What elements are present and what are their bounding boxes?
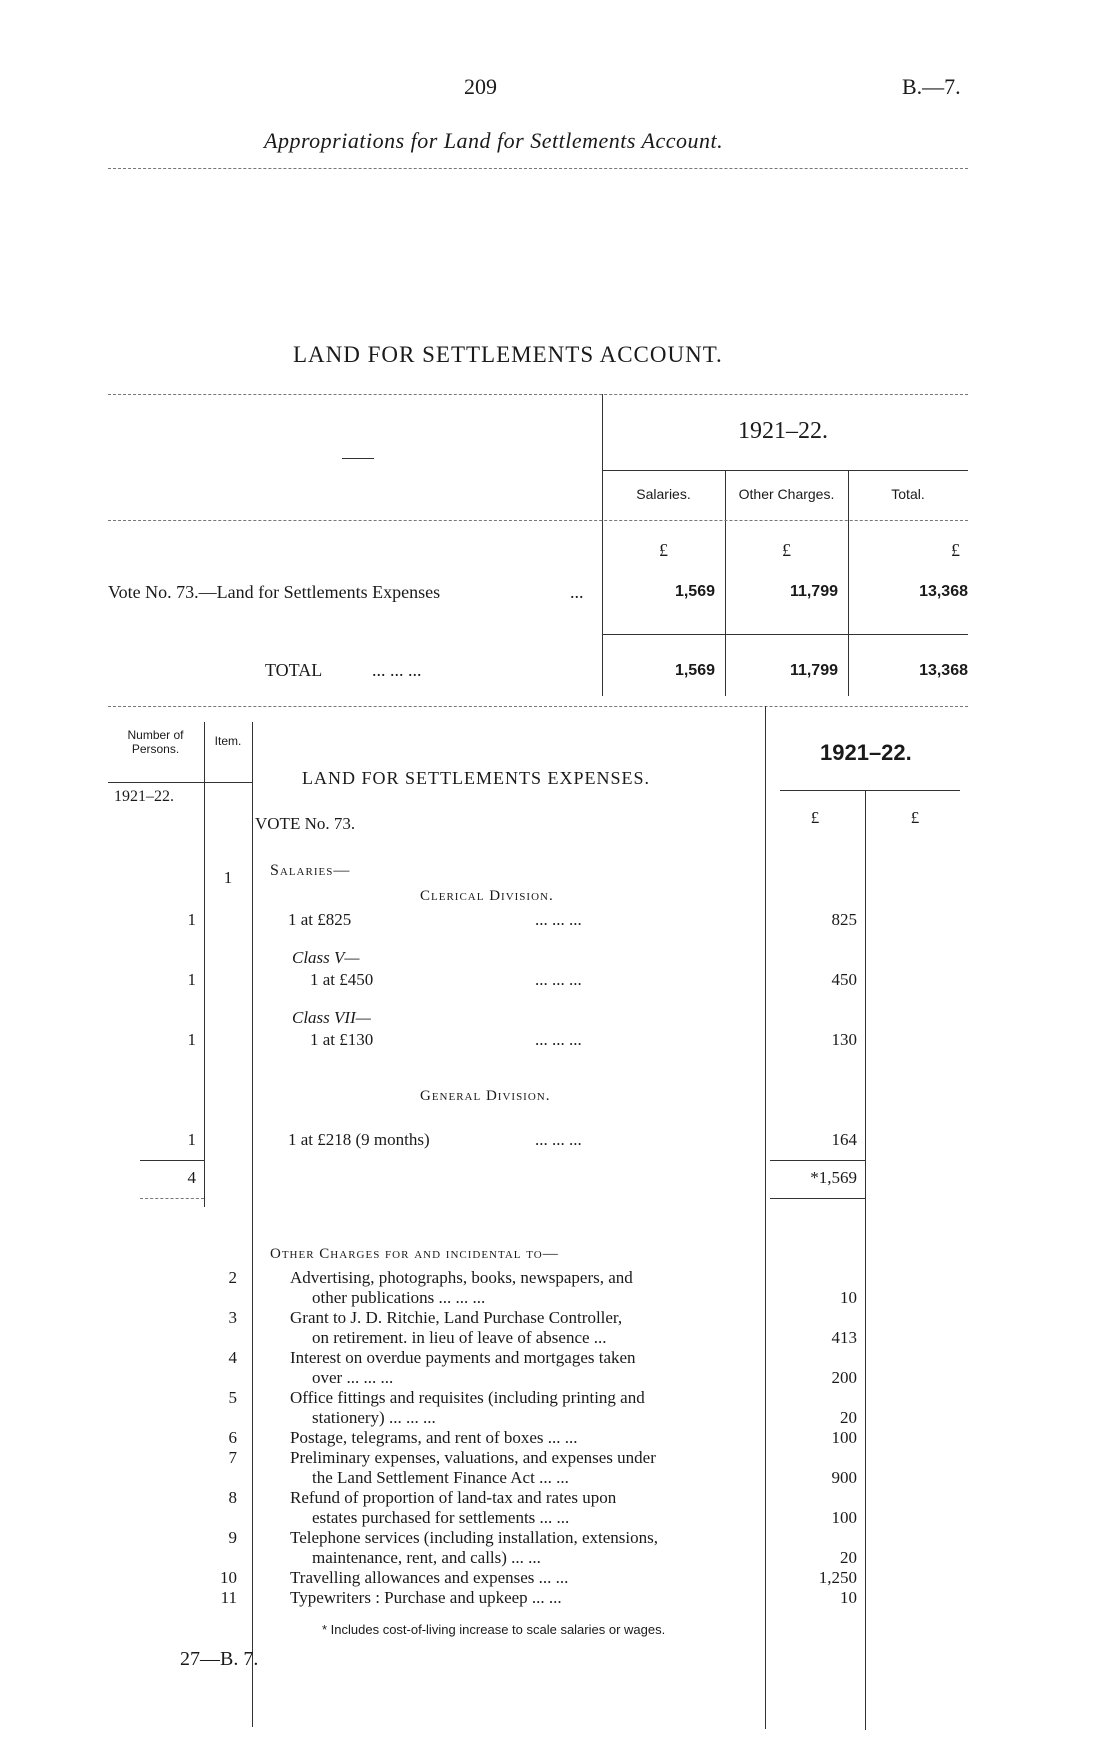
document-reference: B.—7. [902, 74, 961, 99]
summary-col-other: Other Charges. [738, 486, 835, 502]
detail-year: 1921–22. [820, 740, 912, 765]
summary-year: 1921–22. [738, 418, 828, 444]
other-item-number: 7 [228, 1448, 237, 1467]
item-divider [252, 722, 253, 1727]
summary-currency-other: £ [782, 540, 791, 560]
other-item-text: Interest on overdue payments and mortgages taken [290, 1348, 636, 1367]
vote-salaries: 1,569 [674, 583, 715, 600]
persons-head-rule [108, 782, 252, 783]
amount-mid-divider [865, 790, 866, 1730]
other-item-number: 4 [228, 1348, 237, 1367]
other-item-text: Travelling allowances and expenses ... ... [290, 1568, 569, 1587]
persons-year: 1921–22. [114, 788, 174, 805]
vote-label: Vote No. 73.—Land for Settlements Expenses [108, 582, 441, 602]
clerical-division-heading: Clerical Division. [420, 888, 554, 904]
detail-currency-a: £ [810, 808, 820, 827]
vote-other: 11,799 [789, 583, 838, 600]
detail-currency-b: £ [910, 808, 920, 827]
other-item-text: Postage, telegrams, and rent of boxes ... ... [290, 1428, 578, 1447]
footnote: * Includes cost-of-living increase to scale salaries or wages. [322, 1622, 666, 1637]
vote-total: 13,368 [919, 583, 968, 600]
col-item: Item. [214, 734, 242, 748]
other-item-amount: 900 [831, 1468, 857, 1487]
other-item-text-continued: over ... ... ... [312, 1368, 394, 1387]
header-rule [108, 168, 968, 169]
persons-divider [204, 722, 205, 1207]
other-item-number: 6 [228, 1428, 237, 1447]
other-item-text: Refund of proportion of land-tax and rates upon [290, 1488, 617, 1507]
persons-total-rule [140, 1198, 204, 1199]
total-other: 11,799 [789, 662, 838, 679]
summary-head-rule [108, 520, 968, 521]
total-salaries: 1,569 [674, 662, 715, 679]
salary-row-label: 1 at £825 [288, 910, 352, 929]
salary-row-dots: ... ... ... [535, 910, 582, 929]
persons-total: 4 [187, 1168, 196, 1187]
page-signature: 27—B. 7. [180, 1648, 259, 1670]
vote-dots: ... [570, 582, 584, 602]
salaries-subtotal-rule [140, 1160, 204, 1161]
other-item-text-continued: on retirement. in lieu of leave of absence ... [312, 1328, 607, 1347]
salary-row-amount: 450 [831, 970, 857, 989]
total-dots: ... ... ... [372, 660, 422, 680]
other-item-amount: 20 [840, 1408, 857, 1427]
other-item-text: Office fittings and requisites (including printing and [290, 1388, 645, 1407]
other-item-number: 11 [220, 1588, 237, 1607]
other-item-amount: 1,250 [818, 1568, 857, 1587]
salary-row-amount: 825 [831, 910, 857, 929]
summary-currency-total: £ [951, 540, 960, 560]
other-item-text-continued: stationery) ... ... ... [312, 1408, 436, 1427]
other-item-amount: 413 [831, 1328, 857, 1347]
salary-row-label: 1 at £130 [310, 1030, 374, 1049]
detail-vote: VOTE No. 73. [255, 814, 356, 833]
salaries-total: *1,569 [810, 1168, 857, 1187]
other-item-number: 2 [228, 1268, 237, 1287]
other-charges-heading: Other Charges for and incidental to— [270, 1246, 559, 1262]
other-item-number: 3 [228, 1308, 237, 1327]
salary-row-amount: 130 [831, 1030, 857, 1049]
salary-row-amount: 164 [831, 1130, 857, 1149]
page-number: 209 [464, 74, 497, 99]
summary-currency-salaries: £ [659, 540, 668, 560]
detail-section-title: LAND FOR SETTLEMENTS EXPENSES. [302, 768, 651, 788]
summary-col-total: Total. [891, 486, 925, 502]
other-item-text-continued: estates purchased for settlements ... ... [312, 1508, 570, 1527]
other-item-text: Grant to J. D. Ritchie, Land Purchase Controller, [290, 1308, 623, 1327]
other-item-amount: 10 [840, 1288, 857, 1307]
salary-row-dots: ... ... ... [535, 970, 582, 989]
salary-row-dots: ... ... ... [535, 1130, 582, 1149]
other-item-number: 5 [228, 1388, 237, 1407]
page-subtitle: Appropriations for Land for Settlements Account. [264, 128, 724, 153]
class-five-heading: Class V— [292, 948, 360, 967]
total-total: 13,368 [919, 662, 968, 679]
other-item-number: 8 [228, 1488, 237, 1507]
other-item-amount: 200 [831, 1368, 857, 1387]
total-label: TOTAL [265, 660, 323, 680]
salary-row-label: 1 at £218 (9 months) [288, 1130, 430, 1149]
other-item-amount: 10 [840, 1588, 857, 1607]
other-item-text-continued: the Land Settlement Finance Act ... ... [312, 1468, 569, 1487]
summary-top-rule [108, 394, 968, 395]
summary-col-salaries: Salaries. [636, 486, 691, 502]
salaries-total-rule [770, 1198, 865, 1199]
salaries-item-number: 1 [223, 868, 233, 887]
other-item-text: Advertising, photographs, books, newspapers, and [290, 1268, 633, 1287]
summary-year-rule [602, 470, 968, 471]
salary-row-persons: 1 [187, 970, 196, 989]
general-division-heading: General Division. [420, 1088, 551, 1104]
other-item-amount: 20 [840, 1548, 857, 1567]
summary-short-dash [342, 458, 374, 459]
salary-row-label: 1 at £450 [310, 970, 374, 989]
other-item-number: 9 [228, 1528, 237, 1547]
summary-title: LAND FOR SETTLEMENTS ACCOUNT. [293, 342, 723, 367]
other-item-text-continued: maintenance, rent, and calls) ... ... [312, 1548, 541, 1567]
other-item-text: Preliminary expenses, valuations, and expenses under [290, 1448, 656, 1467]
detail-top-rule [108, 706, 968, 707]
col-persons: Number of Persons. [127, 728, 184, 756]
amount-year-rule [780, 790, 960, 791]
class-seven-heading: Class VII— [292, 1008, 371, 1027]
other-item-amount: 100 [831, 1508, 857, 1527]
salary-row-persons: 1 [187, 1030, 196, 1049]
salary-row-dots: ... ... ... [535, 1030, 582, 1049]
other-item-text: Telephone services (including installation, extensions, [290, 1528, 658, 1547]
other-item-text: Typewriters : Purchase and upkeep ... ... [290, 1588, 562, 1607]
other-item-text-continued: other publications ... ... ... [312, 1288, 486, 1307]
salaries-heading: Salaries— [270, 862, 351, 879]
salary-row-persons: 1 [187, 910, 196, 929]
other-item-number: 10 [220, 1568, 237, 1587]
summary-total-rule [602, 634, 968, 635]
salaries-amount-rule [770, 1160, 865, 1161]
other-item-amount: 100 [831, 1428, 857, 1447]
salary-row-persons: 1 [187, 1130, 196, 1149]
